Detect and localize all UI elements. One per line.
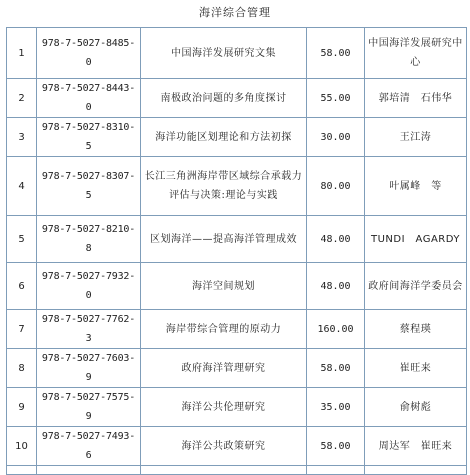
- empty-cell: [307, 466, 365, 475]
- price-cell: 58.00: [307, 349, 365, 388]
- author-cell: 周达军 崔旺来: [365, 427, 467, 466]
- empty-cell: [7, 466, 37, 475]
- isbn-cell: 978-7-5027-8310-5: [37, 118, 141, 157]
- row-index: 10: [7, 427, 37, 466]
- row-index: 7: [7, 310, 37, 349]
- row-index: 6: [7, 263, 37, 310]
- price-cell: 55.00: [307, 79, 365, 118]
- book-title-cell: 区划海洋——提高海洋管理成效: [141, 216, 307, 263]
- book-title-cell: 长江三角洲海岸带区域综合承载力评估与决策:理论与实践: [141, 157, 307, 216]
- empty-cell: [365, 466, 467, 475]
- empty-cell: [37, 466, 141, 475]
- row-index: 9: [7, 388, 37, 427]
- row-index: 1: [7, 28, 37, 79]
- empty-cell: [141, 466, 307, 475]
- isbn-cell: 978-7-5027-8485-0: [37, 28, 141, 79]
- isbn-cell: 978-7-5027-8443-0: [37, 79, 141, 118]
- isbn-cell: 978-7-5027-7603-9: [37, 349, 141, 388]
- table-row: [7, 157, 467, 216]
- book-title-cell: 海洋功能区划理论和方法初探: [141, 118, 307, 157]
- book-title-cell: 南极政治问题的多角度探讨: [141, 79, 307, 118]
- price-cell: 80.00: [307, 157, 365, 216]
- price-cell: 35.00: [307, 388, 365, 427]
- price-cell: 58.00: [307, 427, 365, 466]
- table-row: [7, 79, 467, 118]
- table-row: [7, 349, 467, 388]
- table-row: [7, 118, 467, 157]
- book-title-cell: 海洋公共政策研究: [141, 427, 307, 466]
- table-row: [7, 310, 467, 349]
- author-cell: 蔡程瑛: [365, 310, 467, 349]
- book-title-cell: 海岸带综合管理的原动力: [141, 310, 307, 349]
- row-index: 3: [7, 118, 37, 157]
- book-title-cell: 海洋空间规划: [141, 263, 307, 310]
- isbn-cell: 978-7-5027-8210-8: [37, 216, 141, 263]
- isbn-cell: 978-7-5027-7932-0: [37, 263, 141, 310]
- author-cell: 王江涛: [365, 118, 467, 157]
- page-title: 海洋综合管理: [199, 6, 271, 19]
- book-title-cell: 中国海洋发展研究文集: [141, 28, 307, 79]
- row-index: 8: [7, 349, 37, 388]
- author-cell: 郭培清 石伟华: [365, 79, 467, 118]
- isbn-cell: 978-7-5027-8307-5: [37, 157, 141, 216]
- isbn-cell: 978-7-5027-7762-3: [37, 310, 141, 349]
- table-row: [7, 427, 467, 466]
- isbn-cell: 978-7-5027-7493-6: [37, 427, 141, 466]
- table-row: [7, 388, 467, 427]
- table-row: [7, 263, 467, 310]
- price-cell: 58.00: [307, 28, 365, 79]
- author-cell: 中国海洋发展研究中心: [365, 28, 467, 79]
- author-cell: 俞树彪: [365, 388, 467, 427]
- row-index: 4: [7, 157, 37, 216]
- book-catalog-table: [6, 27, 467, 475]
- price-cell: 48.00: [307, 263, 365, 310]
- table-row: [7, 216, 467, 263]
- row-index: 5: [7, 216, 37, 263]
- book-title-cell: 政府海洋管理研究: [141, 349, 307, 388]
- isbn-cell: 978-7-5027-7575-9: [37, 388, 141, 427]
- author-cell: 叶属峰 等: [365, 157, 467, 216]
- price-cell: 160.00: [307, 310, 365, 349]
- table-row: [7, 28, 467, 79]
- author-cell: 崔旺来: [365, 349, 467, 388]
- table-row-cutoff: [7, 466, 467, 475]
- price-cell: 48.00: [307, 216, 365, 263]
- author-cell: TUNDI AGARDY: [365, 216, 467, 263]
- row-index: 2: [7, 79, 37, 118]
- price-cell: 30.00: [307, 118, 365, 157]
- author-cell: 政府间海洋学委员会: [365, 263, 467, 310]
- book-title-cell: 海洋公共伦理研究: [141, 388, 307, 427]
